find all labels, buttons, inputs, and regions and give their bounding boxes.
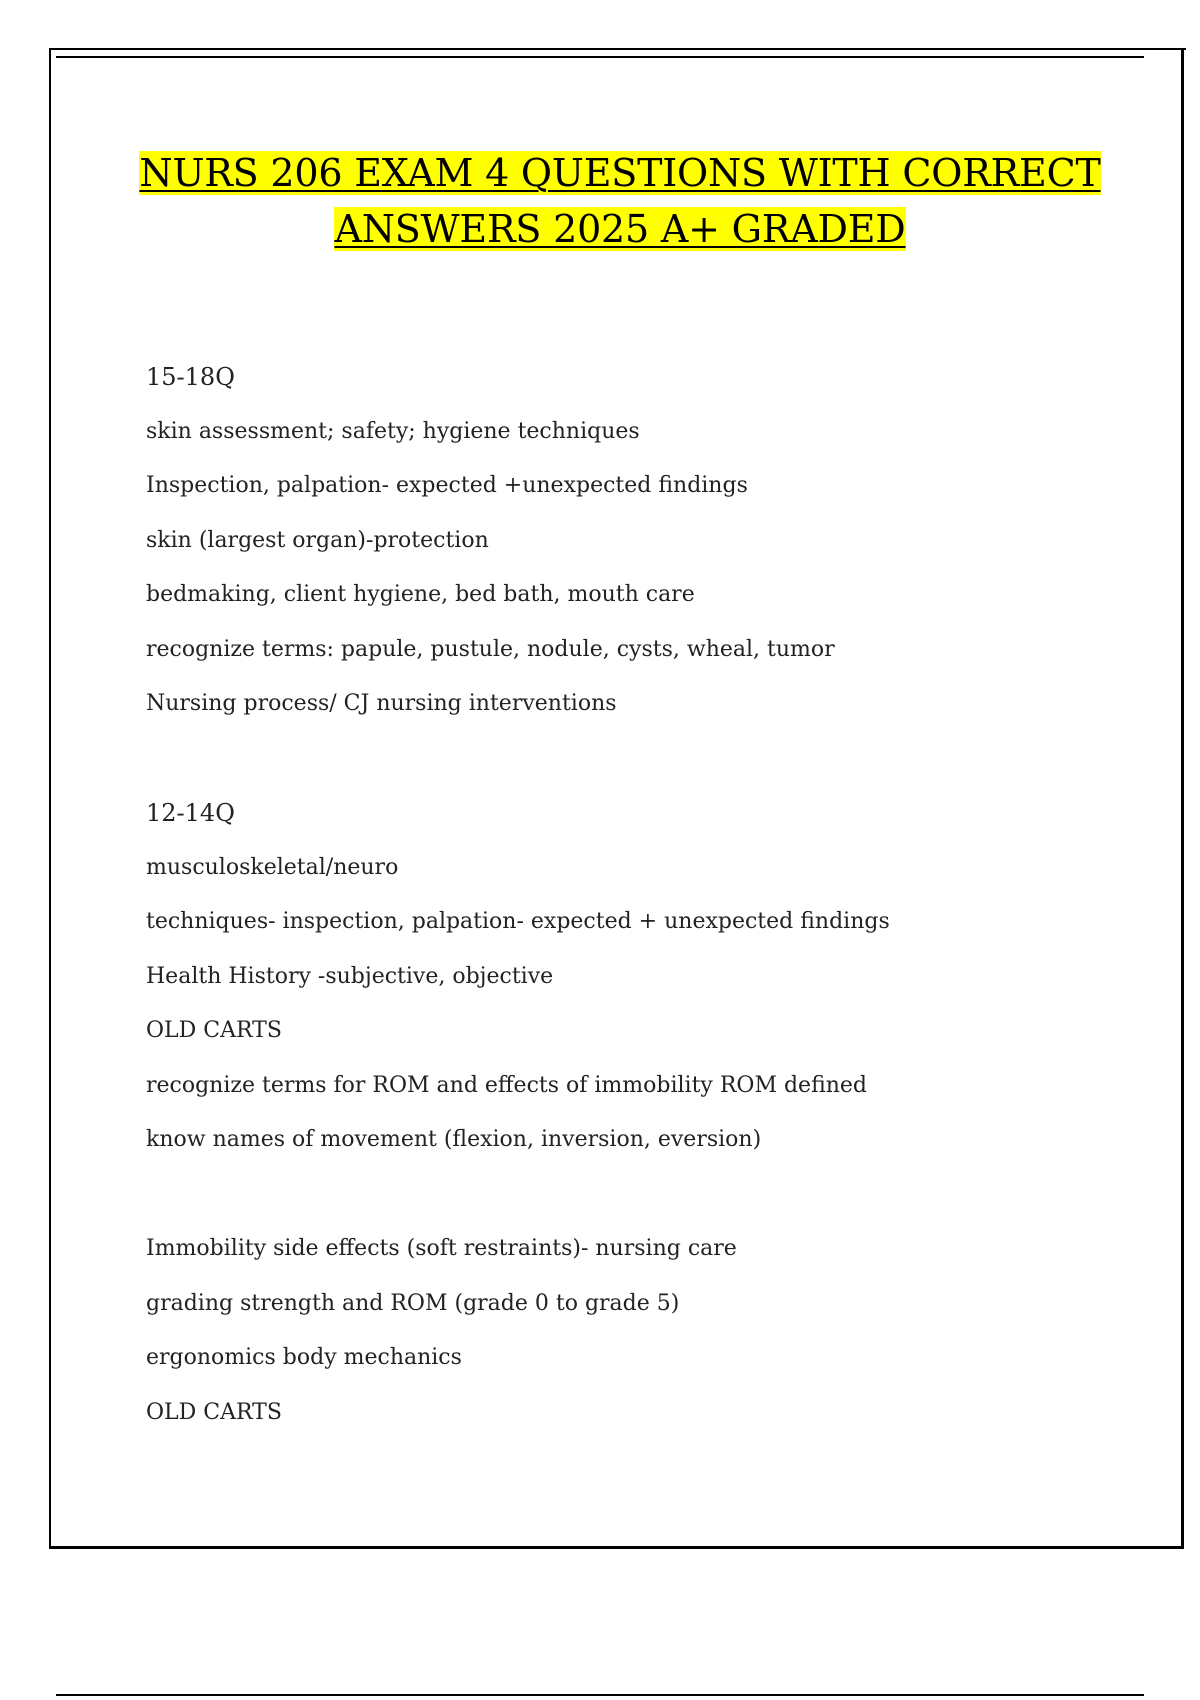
list-item: techniques- inspection, palpation- expected + unexpected findings: [146, 909, 890, 934]
list-item: ergonomics body mechanics: [146, 1345, 462, 1370]
title-line-2: ANSWERS 2025 A+ GRADED: [334, 207, 906, 251]
list-item: skin (largest organ)-protection: [146, 527, 489, 553]
title-line-1: NURS 206 EXAM 4 QUESTIONS WITH CORRECT: [139, 151, 1101, 195]
list-item: Nursing process/ CJ nursing interventions: [146, 691, 617, 716]
list-item: recognize terms: papule, pustule, nodule, cysts, wheal, tumor: [146, 636, 835, 662]
page-bottom-rule: [56, 1694, 1144, 1696]
document-title: [60, 145, 1180, 257]
section-1-heading: 15-18Q: [146, 363, 235, 391]
list-item: grading strength and ROM (grade 0 to grade 5): [146, 1290, 680, 1316]
document-body: [146, 350, 1146, 1440]
list-item: Immobility side effects (soft restraints)- nursing care: [146, 1236, 737, 1261]
list-item: Health History -subjective, objective: [146, 963, 554, 989]
list-item: skin assessment; safety; hygiene techniques: [146, 418, 640, 444]
spacer: [146, 732, 1146, 787]
list-item: OLD CARTS: [146, 1399, 282, 1425]
list-item: bedmaking, client hygiene, bed bath, mouth care: [146, 582, 695, 607]
list-item: recognize terms for ROM and effects of immobility ROM defined: [146, 1072, 868, 1098]
list-item: know names of movement (flexion, inversion, eversion): [146, 1127, 762, 1152]
spacer: [146, 1168, 1146, 1223]
list-item: Inspection, palpation- expected +unexpected findings: [146, 473, 748, 498]
list-item: OLD CARTS: [146, 1018, 282, 1043]
list-item: musculoskeletal/neuro: [146, 854, 399, 880]
section-2-heading: 12-14Q: [146, 799, 235, 827]
